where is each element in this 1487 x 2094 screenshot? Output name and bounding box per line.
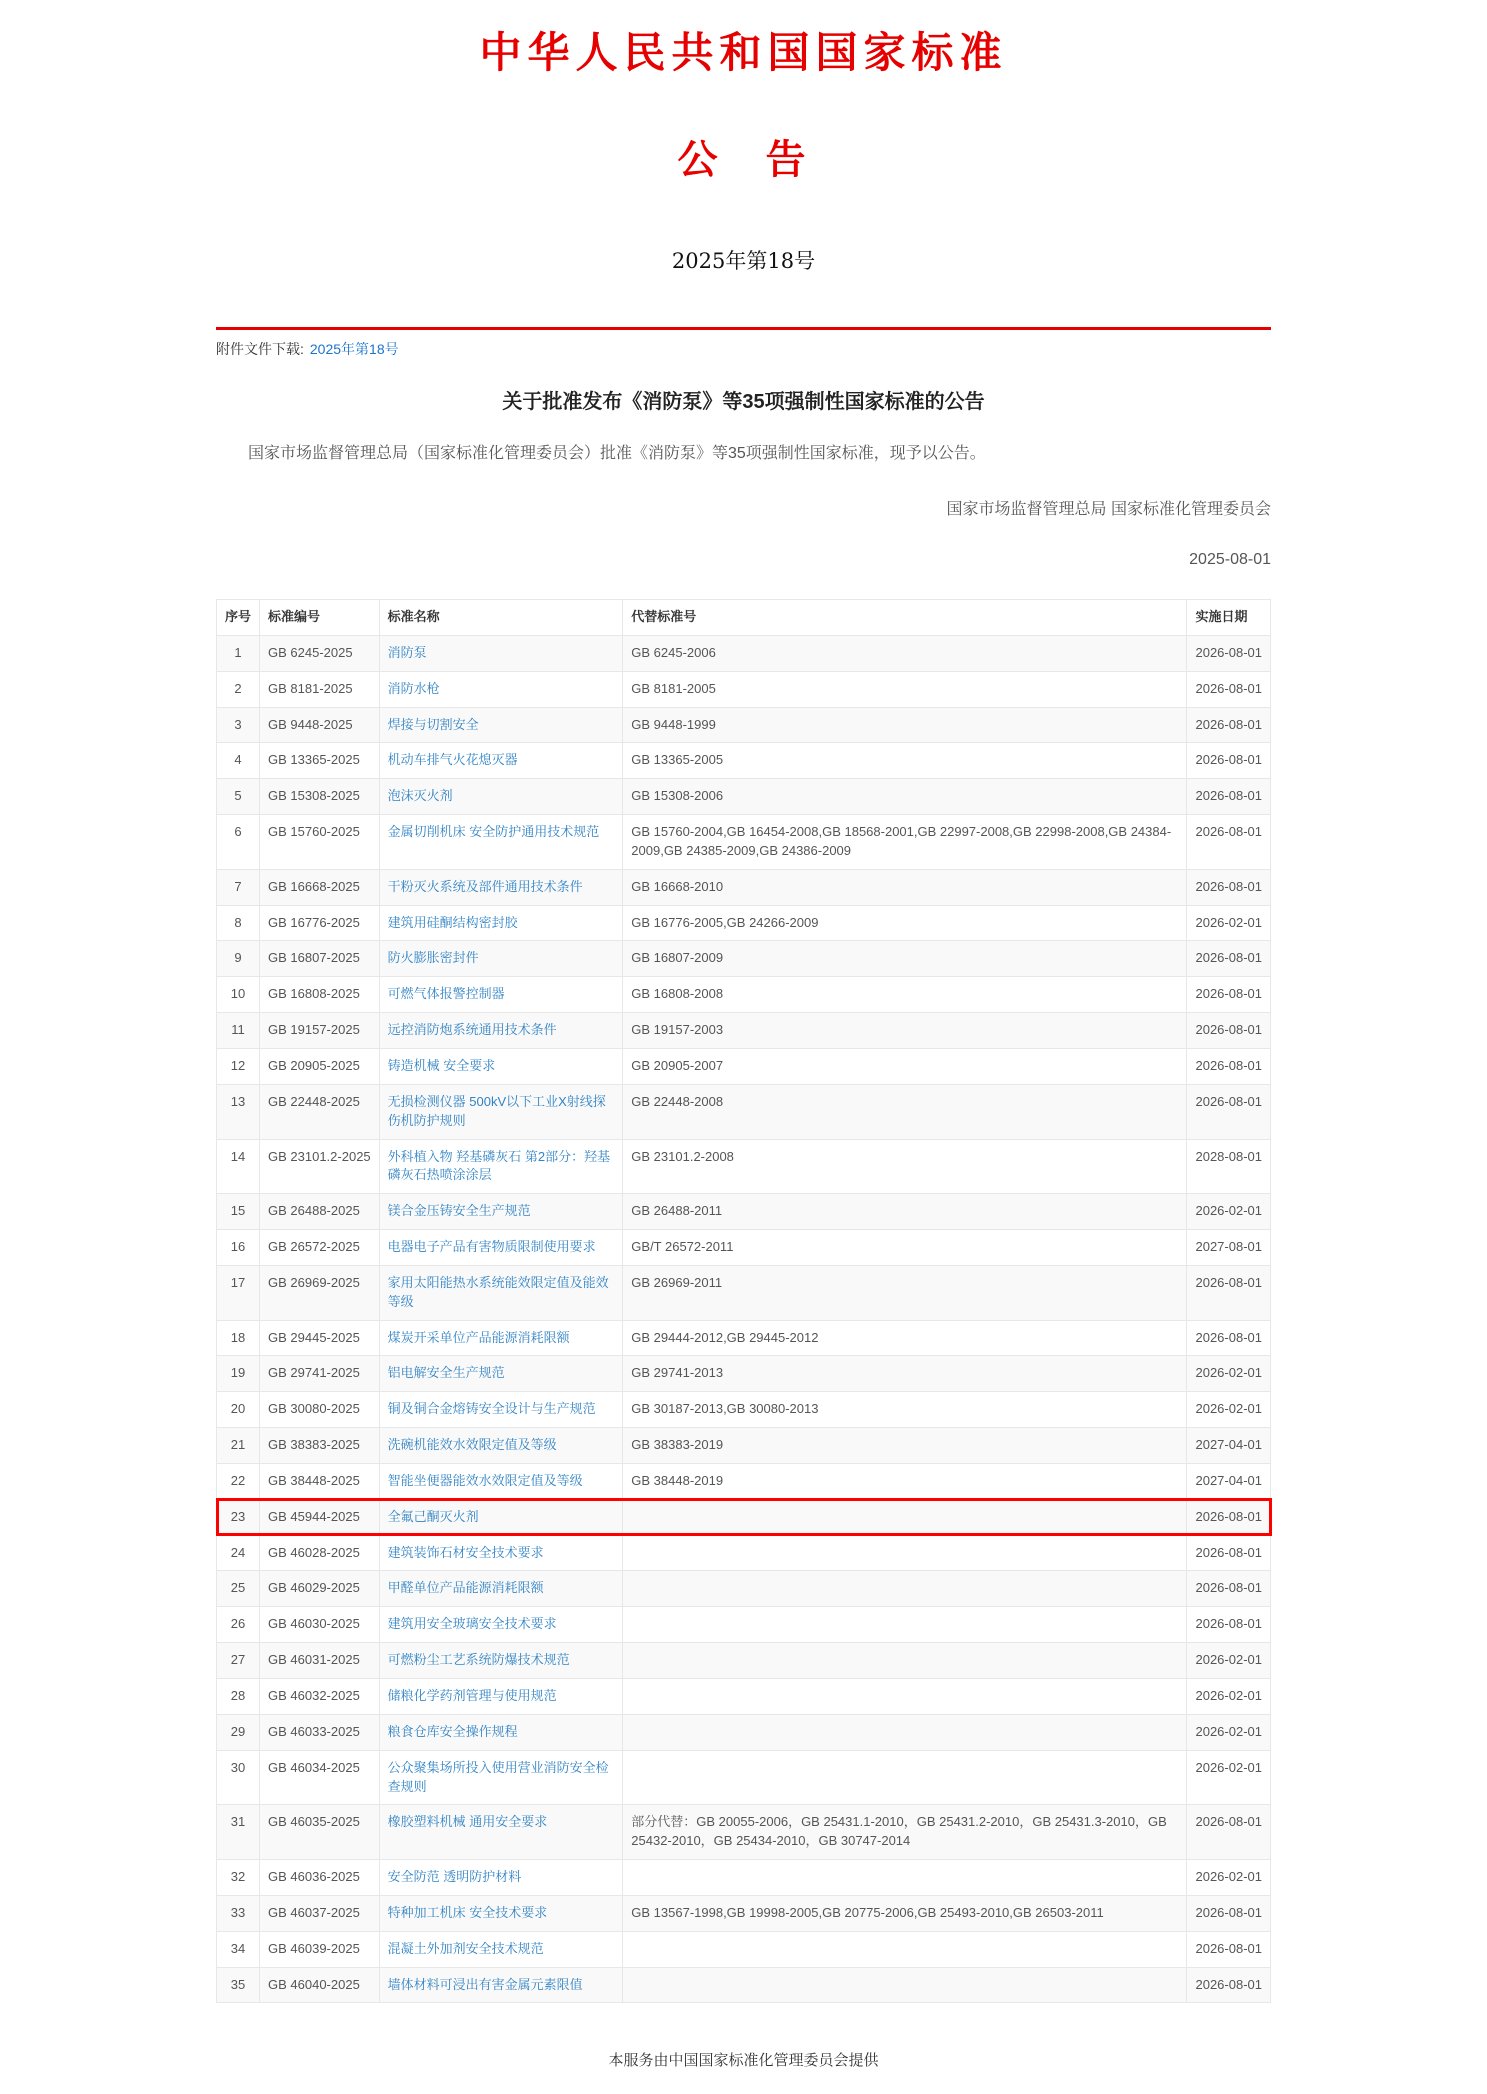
cell-replaced-standards: GB 16807-2009	[623, 941, 1187, 977]
cell-implementation-date: 2026-02-01	[1187, 905, 1271, 941]
table-row	[217, 1139, 1271, 1194]
standard-name-link[interactable]: 焊接与切割安全	[387, 716, 479, 732]
page-title: 中华人民共和国国家标准	[479, 28, 1008, 77]
standard-name-link[interactable]: 消防水枪	[387, 680, 440, 696]
cell-implementation-date: 2026-02-01	[1187, 1750, 1271, 1805]
table-row	[217, 1084, 1271, 1139]
table-row	[217, 941, 1271, 977]
cell-index: 35	[217, 1967, 260, 2003]
cell-standard-number: GB 9448-2025	[260, 707, 380, 743]
cell-index: 8	[217, 905, 260, 941]
attachment-download-link[interactable]: 2025年第18号	[309, 341, 399, 357]
cell-replaced-standards: GB 29444-2012,GB 29445-2012	[623, 1320, 1187, 1356]
cell-standard-name	[379, 905, 623, 941]
standards-table	[216, 599, 1271, 2003]
table-row	[217, 1230, 1271, 1266]
notice-body: 国家市场监督管理总局（国家标准化管理委员会）批准《消防泵》等35项强制性国家标准，现予以公告。	[248, 445, 986, 462]
table-row	[217, 635, 1271, 671]
cell-replaced-standards: GB 6245-2006	[623, 635, 1187, 671]
table-row	[217, 1714, 1271, 1750]
table-row	[217, 1356, 1271, 1392]
cell-standard-number: GB 46035-2025	[260, 1805, 380, 1860]
cell-implementation-date: 2026-02-01	[1187, 1392, 1271, 1428]
cell-standard-number: GB 38448-2025	[260, 1463, 380, 1499]
cell-standard-number: GB 16807-2025	[260, 941, 380, 977]
cell-standard-number: GB 26572-2025	[260, 1230, 380, 1266]
cell-implementation-date: 2026-08-01	[1187, 635, 1271, 671]
cell-replaced-standards	[623, 1571, 1187, 1607]
standard-name-link[interactable]: 建筑用硅酮结构密封胶	[387, 914, 518, 930]
cell-index: 31	[217, 1805, 260, 1860]
cell-index: 19	[217, 1356, 260, 1392]
cell-replaced-standards: GB 9448-1999	[623, 707, 1187, 743]
table-row	[217, 1967, 1271, 2003]
cell-implementation-date: 2026-08-01	[1187, 1265, 1271, 1320]
cell-replaced-standards: GB 26488-2011	[623, 1194, 1187, 1230]
table-row	[217, 1805, 1271, 1860]
cell-replaced-standards	[623, 1750, 1187, 1805]
cell-replaced-standards	[623, 1714, 1187, 1750]
cell-standard-number: GB 38383-2025	[260, 1428, 380, 1464]
cell-standard-name	[379, 707, 623, 743]
standard-name-link[interactable]: 墙体材料可浸出有害金属元素限值	[387, 1976, 583, 1992]
standard-name-link[interactable]: 机动车排气火花熄灭器	[387, 752, 518, 768]
col-header-impl-date: 实施日期	[1187, 600, 1271, 636]
issue-number: 2025年第18号	[671, 249, 816, 273]
cell-replaced-standards: 部分代替：GB 20055-2006，GB 25431.1-2010，GB 25431.2-2010，GB 25431.3-2010，GB 25432-2010，GB 25434-2010，GB 30747-2014	[623, 1805, 1187, 1860]
notice-title: 关于批准发布《消防泵》等35项强制性国家标准的公告	[502, 391, 985, 413]
standard-name-link[interactable]: 干粉灭火系统及部件通用技术条件	[387, 878, 583, 894]
cell-implementation-date: 2026-08-01	[1187, 1931, 1271, 1967]
cell-standard-number: GB 20905-2025	[260, 1048, 380, 1084]
standard-name-link[interactable]: 智能坐便器能效水效限定值及等级	[387, 1472, 583, 1488]
cell-replaced-standards	[623, 1860, 1187, 1896]
cell-index: 22	[217, 1463, 260, 1499]
cell-standard-name	[379, 1013, 623, 1049]
cell-implementation-date: 2026-02-01	[1187, 1643, 1271, 1679]
attachment-row	[216, 330, 1271, 363]
cell-index: 13	[217, 1084, 260, 1139]
page-container	[216, 0, 1271, 2070]
cell-standard-name	[379, 779, 623, 815]
cell-standard-name	[379, 869, 623, 905]
cell-standard-name	[379, 1499, 623, 1535]
standard-name-link[interactable]: 公众聚集场所投入使用营业消防安全检查规则	[387, 1759, 609, 1794]
cell-standard-name	[379, 977, 623, 1013]
cell-implementation-date: 2026-02-01	[1187, 1714, 1271, 1750]
cell-standard-name	[379, 635, 623, 671]
cell-standard-name	[379, 1194, 623, 1230]
cell-standard-name	[379, 1048, 623, 1084]
cell-implementation-date: 2026-08-01	[1187, 743, 1271, 779]
footer-provider-note: 本服务由中国国家标准化管理委员会提供	[608, 2052, 879, 2070]
cell-index: 18	[217, 1320, 260, 1356]
cell-replaced-standards: GB 15308-2006	[623, 779, 1187, 815]
standard-name-link[interactable]: 铸造机械 安全要求	[387, 1057, 496, 1073]
cell-index: 29	[217, 1714, 260, 1750]
cell-standard-name	[379, 1571, 623, 1607]
standard-name-link[interactable]: 洗碗机能效水效限定值及等级	[387, 1437, 557, 1453]
cell-standard-name	[379, 671, 623, 707]
cell-implementation-date: 2026-02-01	[1187, 1679, 1271, 1715]
standard-name-link[interactable]: 可燃气体报警控制器	[387, 986, 505, 1002]
cell-index: 3	[217, 707, 260, 743]
cell-replaced-standards	[623, 1679, 1187, 1715]
cell-replaced-standards: GB 13365-2005	[623, 743, 1187, 779]
cell-standard-name	[379, 1463, 623, 1499]
cell-replaced-standards	[623, 1967, 1187, 2003]
cell-index: 20	[217, 1392, 260, 1428]
cell-standard-name	[379, 1320, 623, 1356]
cell-standard-number: GB 6245-2025	[260, 635, 380, 671]
cell-index: 32	[217, 1860, 260, 1896]
table-row	[217, 671, 1271, 707]
col-header-std-name: 标准名称	[379, 600, 623, 636]
col-header-replaced-std: 代替标准号	[623, 600, 1187, 636]
table-row	[217, 707, 1271, 743]
standard-name-link[interactable]: 泡沫灭火剂	[387, 788, 453, 804]
cell-implementation-date: 2026-08-01	[1187, 941, 1271, 977]
cell-index: 10	[217, 977, 260, 1013]
cell-implementation-date: 2026-02-01	[1187, 1194, 1271, 1230]
table-row	[217, 1860, 1271, 1896]
standard-name-link[interactable]: 建筑装饰石材安全技术要求	[387, 1544, 544, 1560]
cell-replaced-standards: GB 30187-2013,GB 30080-2013	[623, 1392, 1187, 1428]
cell-standard-name	[379, 815, 623, 870]
cell-standard-number: GB 46040-2025	[260, 1967, 380, 2003]
cell-implementation-date: 2026-08-01	[1187, 1084, 1271, 1139]
cell-index: 6	[217, 815, 260, 870]
table-row	[217, 1392, 1271, 1428]
table-row	[217, 1265, 1271, 1320]
cell-replaced-standards: GB 22448-2008	[623, 1084, 1187, 1139]
cell-replaced-standards: GB 20905-2007	[623, 1048, 1187, 1084]
cell-standard-name	[379, 941, 623, 977]
cell-implementation-date: 2027-08-01	[1187, 1230, 1271, 1266]
cell-standard-number: GB 23101.2-2025	[260, 1139, 380, 1194]
cell-standard-name	[379, 1535, 623, 1571]
standard-name-link[interactable]: 家用太阳能热水系统能效限定值及能效等级	[387, 1274, 609, 1309]
table-row	[217, 1750, 1271, 1805]
cell-replaced-standards: GB/T 26572-2011	[623, 1230, 1187, 1266]
cell-standard-number: GB 46036-2025	[260, 1860, 380, 1896]
cell-index: 30	[217, 1750, 260, 1805]
cell-implementation-date: 2026-08-01	[1187, 1535, 1271, 1571]
standard-name-link[interactable]: 电器电子产品有害物质限制使用要求	[387, 1239, 596, 1255]
cell-implementation-date: 2026-08-01	[1187, 1499, 1271, 1535]
cell-index: 4	[217, 743, 260, 779]
cell-replaced-standards: GB 26969-2011	[623, 1265, 1187, 1320]
cell-replaced-standards	[623, 1931, 1187, 1967]
standard-name-link[interactable]: 粮食仓库安全操作规程	[387, 1723, 518, 1739]
table-row	[217, 905, 1271, 941]
cell-index: 17	[217, 1265, 260, 1320]
cell-replaced-standards: GB 13567-1998,GB 19998-2005,GB 20775-2006,GB 25493-2010,GB 26503-2011	[623, 1895, 1187, 1931]
cell-implementation-date: 2026-08-01	[1187, 1895, 1271, 1931]
cell-standard-number: GB 30080-2025	[260, 1392, 380, 1428]
cell-implementation-date: 2026-08-01	[1187, 1967, 1271, 2003]
cell-standard-name	[379, 1356, 623, 1392]
cell-standard-number: GB 13365-2025	[260, 743, 380, 779]
cell-index: 23	[217, 1499, 260, 1535]
cell-implementation-date: 2026-08-01	[1187, 707, 1271, 743]
cell-index: 28	[217, 1679, 260, 1715]
col-header-index: 序号	[217, 600, 260, 636]
cell-standard-name	[379, 1931, 623, 1967]
cell-replaced-standards: GB 8181-2005	[623, 671, 1187, 707]
cell-implementation-date: 2026-08-01	[1187, 815, 1271, 870]
attachment-label: 附件文件下载:	[216, 341, 304, 357]
cell-standard-name	[379, 743, 623, 779]
cell-standard-number: GB 46037-2025	[260, 1895, 380, 1931]
cell-index: 15	[217, 1194, 260, 1230]
cell-standard-name	[379, 1714, 623, 1750]
col-header-std-number: 标准编号	[260, 600, 380, 636]
cell-replaced-standards	[623, 1535, 1187, 1571]
cell-implementation-date: 2026-02-01	[1187, 1860, 1271, 1896]
cell-implementation-date: 2026-08-01	[1187, 1320, 1271, 1356]
cell-standard-name	[379, 1392, 623, 1428]
cell-standard-number: GB 46039-2025	[260, 1931, 380, 1967]
cell-replaced-standards: GB 16668-2010	[623, 869, 1187, 905]
cell-implementation-date: 2026-08-01	[1187, 869, 1271, 905]
standard-name-link[interactable]: 可燃粉尘工艺系统防爆技术规范	[387, 1652, 570, 1668]
cell-standard-number: GB 8181-2025	[260, 671, 380, 707]
cell-implementation-date: 2026-08-01	[1187, 1571, 1271, 1607]
standard-name-link[interactable]: 橡胶塑料机械 通用安全要求	[387, 1814, 548, 1830]
cell-standard-number: GB 16668-2025	[260, 869, 380, 905]
standard-name-link[interactable]: 外科植入物 羟基磷灰石 第2部分：羟基磷灰石热喷涂涂层	[387, 1148, 611, 1183]
cell-standard-number: GB 29445-2025	[260, 1320, 380, 1356]
standard-name-link[interactable]: 镁合金压铸安全生产规范	[387, 1203, 531, 1219]
cell-index: 27	[217, 1643, 260, 1679]
cell-standard-name	[379, 1750, 623, 1805]
standard-name-link[interactable]: 全氟己酮灭火剂	[387, 1508, 479, 1524]
cell-index: 24	[217, 1535, 260, 1571]
table-row	[217, 1428, 1271, 1464]
cell-implementation-date: 2027-04-01	[1187, 1463, 1271, 1499]
cell-index: 5	[217, 779, 260, 815]
table-row	[217, 1535, 1271, 1571]
cell-standard-name	[379, 1084, 623, 1139]
cell-standard-number: GB 15308-2025	[260, 779, 380, 815]
table-row	[217, 1931, 1271, 1967]
cell-standard-number: GB 45944-2025	[260, 1499, 380, 1535]
standard-name-link[interactable]: 远控消防炮系统通用技术条件	[387, 1022, 557, 1038]
table-row	[217, 1895, 1271, 1931]
standard-name-link[interactable]: 防火膨胀密封件	[387, 950, 479, 966]
cell-replaced-standards: GB 19157-2003	[623, 1013, 1187, 1049]
cell-index: 34	[217, 1931, 260, 1967]
cell-index: 26	[217, 1607, 260, 1643]
cell-index: 11	[217, 1013, 260, 1049]
table-row	[217, 1643, 1271, 1679]
cell-standard-number: GB 19157-2025	[260, 1013, 380, 1049]
cell-implementation-date: 2026-08-01	[1187, 1013, 1271, 1049]
cell-implementation-date: 2026-08-01	[1187, 977, 1271, 1013]
cell-replaced-standards	[623, 1499, 1187, 1535]
cell-replaced-standards: GB 23101.2-2008	[623, 1139, 1187, 1194]
cell-implementation-date: 2028-08-01	[1187, 1139, 1271, 1194]
table-row	[217, 1013, 1271, 1049]
table-row	[217, 1679, 1271, 1715]
table-row	[217, 977, 1271, 1013]
cell-standard-number: GB 46032-2025	[260, 1679, 380, 1715]
standard-name-link[interactable]: 金属切削机床 安全防护通用技术规范	[387, 824, 600, 840]
standard-name-link[interactable]: 特种加工机床 安全技术要求	[387, 1904, 548, 1920]
table-row	[217, 1194, 1271, 1230]
cell-implementation-date: 2026-08-01	[1187, 779, 1271, 815]
standard-name-link[interactable]: 混凝土外加剂安全技术规范	[387, 1940, 544, 1956]
cell-index: 12	[217, 1048, 260, 1084]
cell-standard-name	[379, 1895, 623, 1931]
table-row	[217, 779, 1271, 815]
cell-index: 21	[217, 1428, 260, 1464]
cell-index: 7	[217, 869, 260, 905]
table-row	[217, 743, 1271, 779]
cell-standard-name	[379, 1643, 623, 1679]
standard-name-link[interactable]: 建筑用安全玻璃安全技术要求	[387, 1616, 557, 1632]
standard-name-link[interactable]: 甲醛单位产品能源消耗限额	[387, 1580, 544, 1596]
cell-standard-number: GB 46029-2025	[260, 1571, 380, 1607]
cell-index: 1	[217, 635, 260, 671]
cell-standard-name	[379, 1967, 623, 2003]
cell-standard-number: GB 46031-2025	[260, 1643, 380, 1679]
cell-standard-name	[379, 1805, 623, 1860]
cell-standard-name	[379, 1607, 623, 1643]
cell-standard-number: GB 46034-2025	[260, 1750, 380, 1805]
cell-standard-number: GB 16808-2025	[260, 977, 380, 1013]
issuing-authorities: 国家市场监督管理总局 国家标准化管理委员会	[946, 501, 1271, 518]
table-row	[217, 815, 1271, 870]
cell-standard-number: GB 29741-2025	[260, 1356, 380, 1392]
standard-name-link[interactable]: 储粮化学药剂管理与使用规范	[387, 1688, 557, 1703]
cell-implementation-date: 2026-08-01	[1187, 671, 1271, 707]
cell-replaced-standards	[623, 1643, 1187, 1679]
cell-implementation-date: 2026-08-01	[1187, 1805, 1271, 1860]
table-row	[217, 1463, 1271, 1499]
standard-name-link[interactable]: 安全防范 透明防护材料	[387, 1869, 522, 1885]
standard-name-link[interactable]: 铝电解安全生产规范	[387, 1365, 505, 1381]
cell-standard-number: GB 46030-2025	[260, 1607, 380, 1643]
cell-standard-name	[379, 1230, 623, 1266]
table-row	[217, 1607, 1271, 1643]
cell-replaced-standards: GB 16808-2008	[623, 977, 1187, 1013]
cell-replaced-standards: GB 29741-2013	[623, 1356, 1187, 1392]
cell-standard-number: GB 16776-2025	[260, 905, 380, 941]
cell-index: 33	[217, 1895, 260, 1931]
cell-replaced-standards: GB 38383-2019	[623, 1428, 1187, 1464]
table-row	[217, 1048, 1271, 1084]
table-row	[217, 1499, 1271, 1535]
cell-standard-name	[379, 1679, 623, 1715]
cell-implementation-date: 2026-08-01	[1187, 1048, 1271, 1084]
cell-standard-number: GB 15760-2025	[260, 815, 380, 870]
cell-standard-number: GB 26488-2025	[260, 1194, 380, 1230]
page-subtitle: 公 告	[677, 136, 810, 183]
cell-index: 2	[217, 671, 260, 707]
cell-index: 16	[217, 1230, 260, 1266]
cell-standard-number: GB 46033-2025	[260, 1714, 380, 1750]
cell-standard-name	[379, 1428, 623, 1464]
cell-standard-number: GB 22448-2025	[260, 1084, 380, 1139]
cell-standard-name	[379, 1139, 623, 1194]
cell-replaced-standards	[623, 1607, 1187, 1643]
cell-implementation-date: 2026-08-01	[1187, 1607, 1271, 1643]
table-row	[217, 1571, 1271, 1607]
standard-name-link[interactable]: 无损检测仪器 500kV以下工业X射线探伤机防护规则	[387, 1093, 606, 1128]
table-row	[217, 1320, 1271, 1356]
table-header-row	[217, 600, 1271, 636]
standard-name-link[interactable]: 煤炭开采单位产品能源消耗限额	[387, 1329, 570, 1345]
table-row	[217, 869, 1271, 905]
cell-standard-number: GB 46028-2025	[260, 1535, 380, 1571]
cell-standard-name	[379, 1860, 623, 1896]
cell-index: 25	[217, 1571, 260, 1607]
issue-date: 2025-08-01	[1189, 551, 1271, 568]
cell-replaced-standards: GB 38448-2019	[623, 1463, 1187, 1499]
cell-implementation-date: 2026-02-01	[1187, 1356, 1271, 1392]
cell-implementation-date: 2027-04-01	[1187, 1428, 1271, 1464]
standard-name-link[interactable]: 消防泵	[387, 644, 427, 660]
standard-name-link[interactable]: 铜及铜合金熔铸安全设计与生产规范	[387, 1401, 596, 1417]
cell-standard-number: GB 26969-2025	[260, 1265, 380, 1320]
cell-replaced-standards: GB 15760-2004,GB 16454-2008,GB 18568-2001,GB 22997-2008,GB 22998-2008,GB 24384-2009,GB 24385-2009,GB 24386-2009	[623, 815, 1187, 870]
cell-standard-name	[379, 1265, 623, 1320]
cell-index: 9	[217, 941, 260, 977]
cell-index: 14	[217, 1139, 260, 1194]
cell-replaced-standards: GB 16776-2005,GB 24266-2009	[623, 905, 1187, 941]
